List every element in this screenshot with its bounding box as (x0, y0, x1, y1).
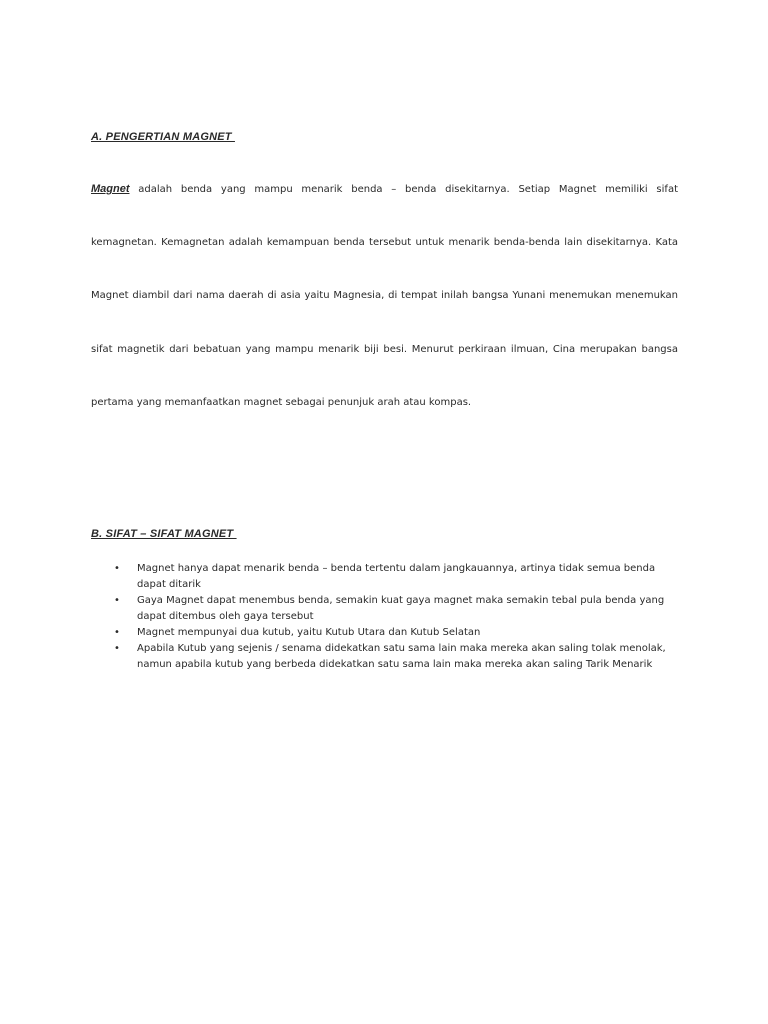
bullet-icon: • (114, 643, 120, 654)
list-item-text: Apabila Kutub yang sejenis / senama didekatkan satu sama lain maka mereka akan saling tolak menolak, namun apabila kutub yang berbeda didekatkan satu sama lain maka mereka akan saling Tarik Menarik (137, 643, 666, 670)
section-a-heading: A. PENGERTIAN MAGNET (91, 131, 235, 143)
paragraph-line-2: kemagnetan. Kemagnetan adalah kemampuan benda tersebut untuk menarik benda-benda lain disekitarnya. Kata (91, 237, 678, 248)
list-item (112, 593, 682, 625)
bullet-icon: • (114, 627, 120, 638)
list-item (112, 641, 682, 673)
paragraph-line-1-text: adalah benda yang mampu menarik benda – benda disekitarnya. Setiap Magnet memiliki sifat (129, 184, 678, 195)
paragraph-line-4: sifat magnetik dari bebatuan yang mampu menarik biji besi. Menurut perkiraan ilmuan, Cina merupakan bangsa (91, 344, 678, 355)
section-b-heading: B. SIFAT – SIFAT MAGNET (91, 528, 237, 540)
bullet-icon: • (114, 563, 120, 574)
bullet-icon: • (114, 595, 120, 606)
properties-list (112, 561, 682, 673)
magnet-term: Magnet (91, 183, 130, 195)
list-item-text: Magnet mempunyai dua kutub, yaitu Kutub Utara dan Kutub Selatan (137, 627, 481, 638)
paragraph-line-5: pertama yang memanfaatkan magnet sebagai penunjuk arah atau kompas. (91, 397, 472, 408)
paragraph-line-1 (91, 183, 678, 196)
list-item-text: Magnet hanya dapat menarik benda – benda tertentu dalam jangkauannya, artinya tidak semua benda dapat ditarik (137, 563, 656, 590)
list-item (112, 561, 682, 593)
list-item (112, 625, 682, 641)
list-item-text: Gaya Magnet dapat menembus benda, semakin kuat gaya magnet maka semakin tebal pula benda yang dapat ditembus oleh gaya tersebut (137, 595, 665, 622)
paragraph-line-3: Magnet diambil dari nama daerah di asia yaitu Magnesia, di tempat inilah bangsa Yunani menemukan menemukan (91, 290, 678, 301)
